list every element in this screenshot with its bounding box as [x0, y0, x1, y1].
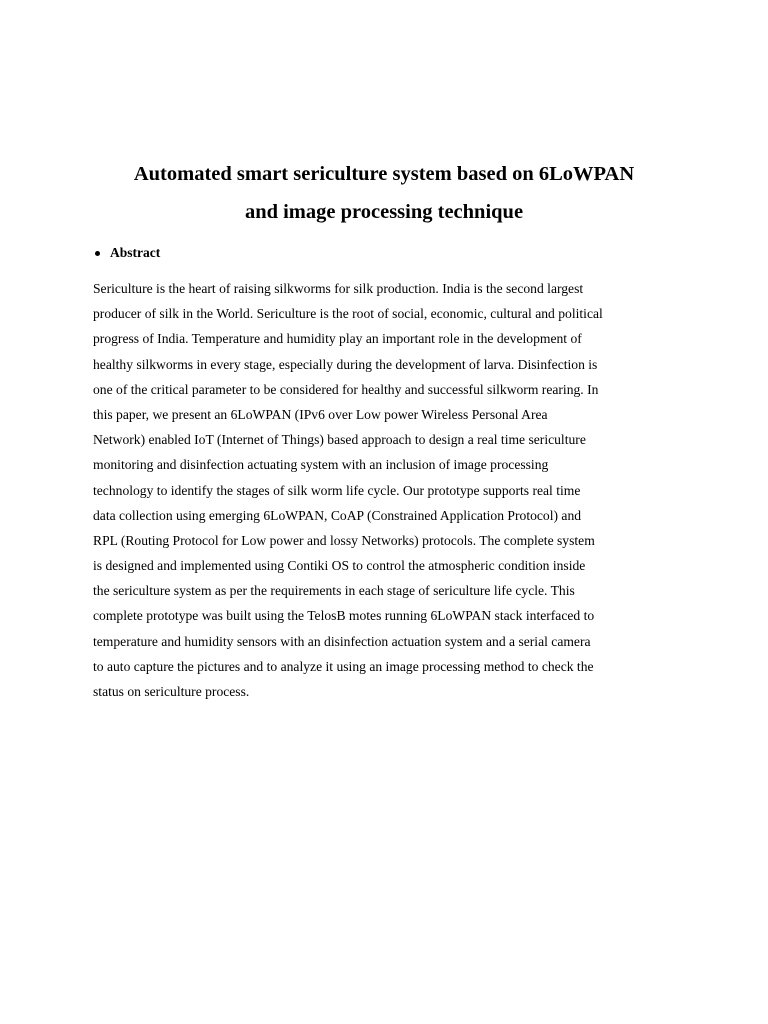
abstract-line: is designed and implemented using Contiki OS to control the atmospheric condition inside — [93, 558, 586, 574]
abstract-line: to auto capture the pictures and to analyze it using an image processing method to check the — [93, 658, 594, 674]
bullet-icon — [95, 251, 100, 256]
abstract-heading-label: Abstract — [110, 245, 161, 260]
abstract-line: technology to identify the stages of silk worm life cycle. Our prototype supports real time — [93, 482, 581, 498]
abstract-body — [93, 276, 683, 704]
abstract-line: Sericulture is the heart of raising silkworms for silk production. India is the second largest — [93, 281, 584, 296]
abstract-line: RPL (Routing Protocol for Low power and lossy Networks) protocols. The complete system — [93, 532, 595, 548]
abstract-line: data collection using emerging 6LoWPAN, CoAP (Constrained Application Protocol) and — [93, 507, 582, 523]
abstract-line: Network) enabled IoT (Internet of Things) based approach to design a real time sericulture — [93, 432, 586, 448]
abstract-line: temperature and humidity sensors with an disinfection actuation system and a serial camera — [93, 633, 591, 649]
abstract-line: healthy silkworms in every stage, especially during the development of larva. Disinfection is — [93, 356, 598, 372]
abstract-line: the sericulture system as per the requirements in each stage of sericulture life cycle. This — [93, 583, 575, 599]
abstract-line: producer of silk in the World. Sericulture is the root of social, economic, cultural and political — [93, 306, 603, 322]
abstract-line: monitoring and disinfection actuating system with an inclusion of image processing — [93, 457, 549, 473]
abstract-line: complete prototype was built using the TelosB motes running 6LoWPAN stack interfaced to — [93, 608, 595, 624]
abstract-line: status on sericulture process. — [93, 684, 250, 699]
paper-title-line-2: and image processing technique — [244, 201, 524, 223]
abstract-heading — [95, 245, 160, 261]
paper-title-line-1: Automated smart sericulture system based on 6LoWPAN — [133, 163, 635, 185]
abstract-line: progress of India. Temperature and humidity play an important role in the development of — [93, 331, 582, 347]
abstract-line: one of the critical parameter to be considered for healthy and successful silkworm rearing. In — [93, 381, 599, 397]
abstract-line: this paper, we present an 6LoWPAN (IPv6 over Low power Wireless Personal Area — [93, 406, 548, 422]
